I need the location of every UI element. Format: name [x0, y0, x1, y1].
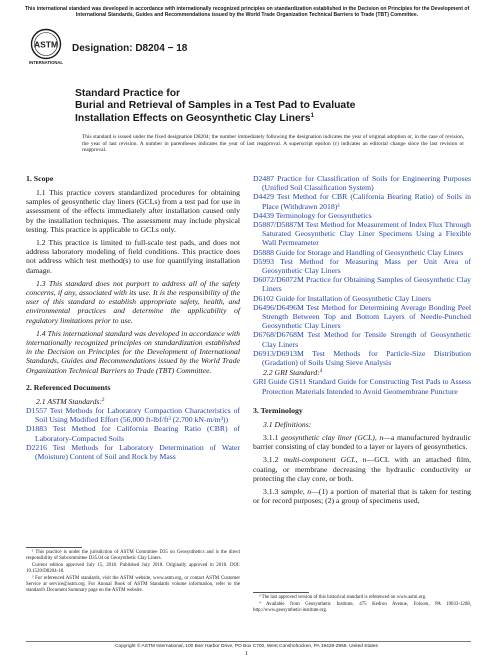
- reference-item[interactable]: D1883 Test Method for California Bearing Ratio (CBR) of Laboratory-Compacted Soils: [26, 424, 240, 443]
- terminology-para-4: 3.1.3 sample, n—(1) a portion of material that is taken for testing or for record purposes; (2) a group of specimens used,: [253, 487, 472, 506]
- scope-para-4: 1.4 This international standard was developed in accordance with internationally recognized principles on standardization established in the Decision on Principles for the Development of International Standards, Guides and Recommendations issued by the World Trade Organization Technical Barriers to Trade (TBT) Committee.: [26, 328, 240, 375]
- astm-standards-label: 2.1 ASTM Standards:$^2$: [36, 396, 105, 406]
- page-number: 1: [245, 651, 248, 657]
- title-footnote-mark: 1: [310, 112, 314, 119]
- reference-item[interactable]: D5993 Test Method for Measuring Mass per Unit Area of Geosynthetic Clay Liners: [253, 256, 471, 276]
- title-line-1: Standard Practice for: [75, 88, 181, 99]
- left-column: [26, 174, 240, 461]
- astm-logo: [29, 28, 63, 66]
- reference-item[interactable]: D1557 Test Methods for Laboratory Compaction Characteristics of Soil Using Modified Effort (56,000 ft-lbf/ft³ (2,700 kN-m/m³)): [26, 406, 240, 425]
- footnote-rule-left: [26, 547, 82, 548]
- footnote-rule-right: [253, 592, 309, 593]
- footnote-4: ⁴ Available from Geosynthetic Institute, 475 Kedron Avenue, Folsom, PA 19033-1208, http://www.geosynthetic-institute.org.: [253, 602, 471, 613]
- referenced-documents-heading: 2. Referenced Documents: [26, 382, 111, 392]
- reference-item[interactable]: D6496/D6496M Test Method for Determining Average Bonding Peel Strength Between Top and Bottom Layers of Needle-Punched Geosynthetic Clay Liners: [253, 302, 471, 331]
- reference-item[interactable]: D5887/D5887M Test Method for Measurement of Index Flux Through Saturated Geosynthetic Clay Liner Specimens Using a Flexible Wall Permeameter: [253, 220, 471, 248]
- scope-para-2: 1.2 This practice is limited to full-scale test pads, and does not address laboratory modeling of field conditions. This practice does not address which test method(s) to use for quantifying installation damage.: [26, 238, 240, 275]
- reference-item[interactable]: D2487 Practice for Classification of Soils for Engineering Purposes (Unified Soil Classification System): [253, 174, 471, 193]
- reference-item[interactable]: D6072/D6072M Practice for Obtaining Samples of Geosynthetic Clay Liners: [253, 275, 471, 294]
- reference-item[interactable]: D6913/D6913M Test Methods for Particle-Size Distribution (Gradation) of Soils Using Sieve Analysis: [253, 348, 471, 368]
- document-title: [75, 88, 475, 125]
- gri-standard-label: 2.2 GRI Standard:$^4$: [263, 368, 323, 378]
- footnote-1: ¹ This practice is under the jurisdiction of ASTM Committee D35 on Geosynthetics and is the direct responsibility of Subcommittee D35.04 on Geosynthetic Clay Liners.: [26, 550, 240, 561]
- footnote-3: ³ The last approved version of this historical standard is referenced on www.astm.org.: [259, 595, 427, 600]
- reference-item[interactable]: D5888 Guide for Storage and Handling of Geosynthetic Clay Liners: [253, 247, 464, 257]
- terminology-para-3: 3.1.2 multi-component GCL, n—GCL with an attached film, coating, or membrane decreasing the hydraulic conductivity or protecting the clay core, or both.: [253, 455, 471, 483]
- reference-item[interactable]: D6768/D6768M Test Method for Tensile Strength of Geosynthetic Clay Liners: [253, 330, 471, 349]
- international-standard-notice: This international standard was developed in accordance with internationally recognized principles on standardization established in the Decision on Principles for the Development of International Standards, Guides and Recommendations issued by the World Trade Organization Technical Barriers to Trade (TBT) Committee.: [24, 6, 470, 19]
- title-line-2: Burial and Retrieval of Samples in a Test Pad to Evaluate: [75, 100, 356, 112]
- footnote-1b: Current edition approved July 15, 2018. Published July 2018. Originally approved in 2018. DOI: 10.1520/D8204-18.: [26, 563, 240, 574]
- logo-text: ASTM: [33, 39, 59, 50]
- scope-para-1: 1.1 This practice covers standardized procedures for obtaining samples of geosynthetic clay liners (GCLs) from a test pad for use in assessment of the effects immediately after installation caused only by the installation techniques. The assessment may include physical testing. This practice is applicable to GCLs only.: [26, 188, 240, 234]
- terminology-para-2: 3.1.1 geosynthetic clay liner (GCL), n—a manufactured hydraulic barrier consisting of clay bonded to a layer or layers of geosynthetics.: [253, 433, 472, 452]
- footnotes-left: [26, 550, 240, 595]
- reference-item[interactable]: GRI Guide GS11 Standard Guide for Constructing Test Pads to Assess Protection Materials Intended to Avoid Geomembrane Puncture: [253, 377, 471, 396]
- reference-item[interactable]: D2216 Test Methods for Laboratory Determination of Water (Moisture) Content of Soil and Rock by Mass: [26, 442, 240, 462]
- footer-rule: [26, 641, 471, 642]
- logo-subtext: INTERNATIONAL: [29, 60, 63, 65]
- reference-item[interactable]: D6102 Guide for Installation of Geosynthetic Clay Liners: [253, 293, 431, 303]
- title-line-3: Installation Effects on Geosynthetic Clay Liners$^1$: [75, 112, 314, 124]
- scope-para-3: 1.3 This standard does not purport to address all of the safety concerns, if any, associated with its use. It is the responsibility of the user of this standard to establish appropriate safety, health, and environmental practices and determine the applicability of regulatory limitations prior to use.: [26, 278, 240, 325]
- footnote-2: ² For referenced ASTM standards, visit the ASTM website, www.astm.org, or contact ASTM Customer Service at service@astm.org. For Annual Book of ASTM Standards volume information, refer to the standard's Document Summary page on the ASTM website.: [26, 576, 240, 593]
- designation-intro: This standard is issued under the fixed designation D8204; the number immediately following the designation indicates the year of original adoption or, in the case of revision, the year of last revision. A number in parentheses indicates the year of last reapproval. A superscript epsilon (ε) indicates an editorial change since the last revision or reapproval.: [82, 134, 464, 154]
- reference-item[interactable]: D4439 Terminology for Geosynthetics: [253, 210, 372, 220]
- designation: Designation: D8204 − 18: [72, 43, 188, 54]
- copyright-line: Copyright © ASTM International, 100 Barr Harbor Drive, PO Box C700, West Conshohocken, PA 19428-2959. United States: [115, 644, 378, 649]
- scope-heading: 1. Scope: [26, 174, 54, 183]
- footnotes-right: [253, 595, 471, 615]
- reference-item[interactable]: D4429 Test Method for CBR (California Bearing Ratio) of Soils in Place (Withdrawn 2018)³: [253, 192, 471, 211]
- terminology-para-1: 3.1 Definitions:: [263, 419, 312, 429]
- terminology-heading: 3. Terminology: [253, 405, 303, 415]
- right-column: [253, 174, 471, 510]
